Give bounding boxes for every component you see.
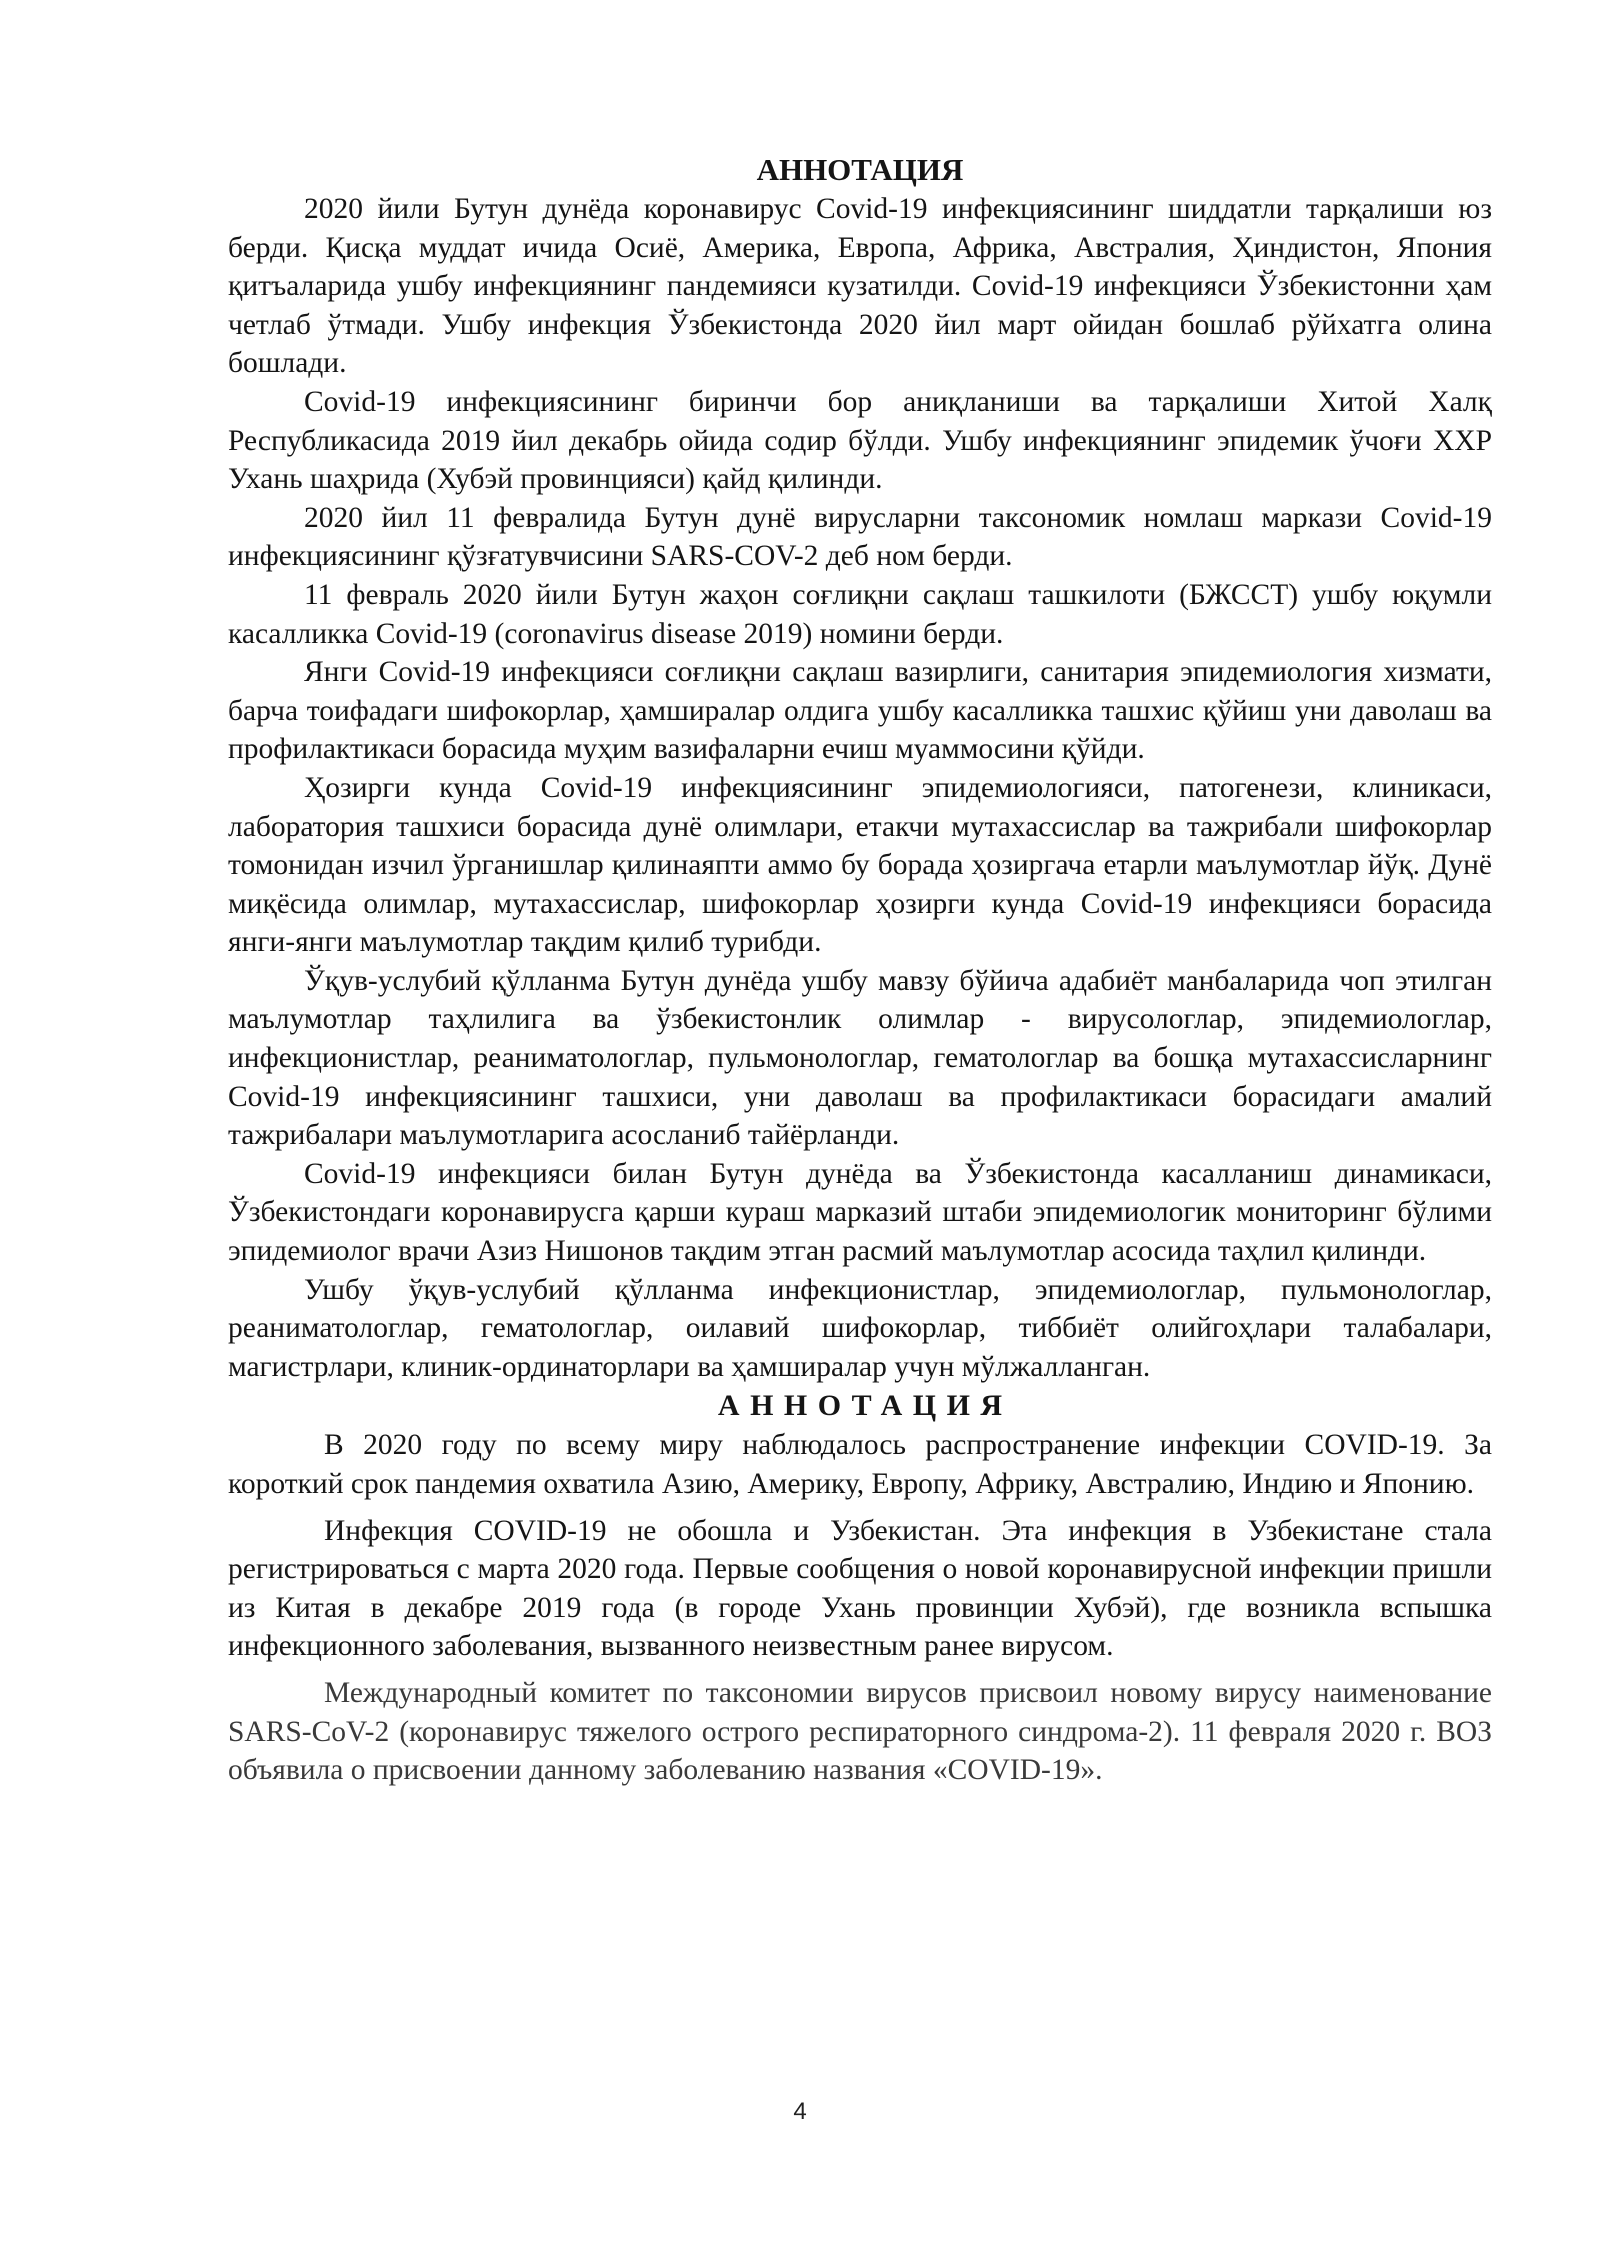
- russian-paragraph-1: В 2020 году по всему миру наблюдалось распространение инфекции COVID-19. За короткий срок пандемия охватила Азию, Америку, Европу, Африку, Австралию, Индию и Японию.: [228, 1429, 1492, 1500]
- russian-annotation-section: [228, 1386, 1492, 1789]
- uzbek-paragraph-6: Ҳозирги кунда Covid-19 инфекциясининг эпидемиологияси, патогенези, клиникаси, лаборатория ташхиси борасида дунё олимлари, етакчи мутахассислар ва тажрибали шифокорлар томонидан изчил ўрганишлар қилинаяпти аммо бу борада ҳозиргача етарли маълумотлар йўқ. Дунё миқёсида олимлар, мутахассислар, шифокорлар ҳозирги кунда Covid-19 инфекцияси борасида янги-янги маълумотлар тақдим қилиб турибди.: [228, 771, 1492, 959]
- uzbek-annotation-heading: АННОТАЦИЯ: [756, 152, 964, 187]
- uzbek-paragraph-9: Ушбу ўқув-услубий қўлланма инфекционистлар, эпидемиологлар, пульмонологлар, реаниматологлар, гематологлар, оилавий шифокорлар, тиббиёт олийгоҳлари талабалари, магистрлари, клиник-ординаторлари ва ҳамширалар учун мўлжалланган.: [228, 1273, 1492, 1383]
- uzbek-paragraph-2: Covid-19 инфекциясининг биринчи бор аниқланиши ва тарқалиши Хитой Халқ Республикасида 2019 йил декабрь ойида содир бўлди. Ушбу инфекциянинг эпидемик ўчоғи ХХР Ухань шаҳрида (Хубэй провинцияси) қайд қилинди.: [228, 385, 1492, 496]
- uzbek-paragraph-7: Ўқув-услубий қўлланма Бутун дунёда ушбу мавзу бўйича адабиёт манбаларида чоп этилган маълумотлар таҳлилига ва ўзбекистонлик олимлар - вирусологлар, эпидемиологлар, инфекционистлар, реаниматологлар, пульмонологлар, гематологлар ва бошқа мутахассисларнинг Covid-19 инфекциясининг ташхиси, уни даволаш ва профилактикаси борасидаги амалий тажрибалари маълумотларига асосланиб тайёрланди.: [228, 964, 1492, 1152]
- russian-annotation-heading: АННОТАЦИЯ: [717, 1389, 1013, 1423]
- page-number: 4: [793, 2098, 807, 2125]
- uzbek-paragraph-5: Янги Covid-19 инфекцияси соғлиқни сақлаш вазирлиги, санитария эпидемиология хизмати, барча тоифадаги шифокорлар, ҳамширалар олдига ушбу касалликка ташхис қўйиш уни даволаш ва профилактикаси борасида муҳим вазифаларни ечиш муаммосини қўйди.: [228, 656, 1492, 766]
- russian-paragraph-3: Международный комитет по таксономии вирусов присвоил новому вирусу наименование SARS-CoV-2 (коронавирус тяжелого острого респираторного синдрома-2). 11 февраля 2020 г. ВОЗ объявила о присвоении данному заболеванию названия «COVID-19».: [228, 1676, 1492, 1787]
- page-content: [228, 150, 1492, 1790]
- uzbek-paragraph-4: 11 февраль 2020 йили Бутун жаҳон соғлиқни сақлаш ташкилоти (БЖССТ) ушбу юқумли касалликка Covid-19 (coronavirus disease 2019) номини берди.: [228, 578, 1492, 650]
- russian-paragraph-2: Инфекция COVID-19 не обошла и Узбекистан. Эта инфекция в Узбекистане стала регистрироваться с марта 2020 года. Первые сообщения о новой коронавирусной инфекции пришли из Китая в декабре 2019 года (в городе Ухань провинции Хубэй), где возникла вспышка инфекционного заболевания, вызванного неизвестным ранее вирусом.: [228, 1514, 1492, 1663]
- uzbek-paragraph-8: Covid-19 инфекцияси билан Бутун дунёда ва Ўзбекистонда касалланиш динамикаси, Ўзбекистондаги коронавирусга қарши кураш марказий штаби эпидемиологик мониторинг бўлими эпидемиолог врачи Азиз Нишонов тақдим этган расмий маълумотлар асосида таҳлил қилинди.: [228, 1157, 1492, 1268]
- uzbek-annotation-section: [228, 150, 1492, 1386]
- uzbek-paragraph-3: 2020 йил 11 февралида Бутун дунё вирусларни таксономик номлаш маркази Covid-19 инфекциясининг қўзғатувчисини SARS-COV-2 деб ном берди.: [228, 501, 1492, 573]
- uzbek-paragraph-1: 2020 йили Бутун дунёда коронавирус Covid-19 инфекциясининг шиддатли тарқалиши юз берди. Қисқа муддат ичида Осиё, Америка, Европа, Африка, Австралия, Ҳиндистон, Япония қитъаларида ушбу инфекциянинг пандемияси кузатилди. Covid-19 инфекцияси Ўзбекистонни ҳам четлаб ўтмади. Ушбу инфекция Ўзбекистонда 2020 йил март ойидан бошлаб рўйхатга олина бошлади.: [228, 193, 1492, 380]
